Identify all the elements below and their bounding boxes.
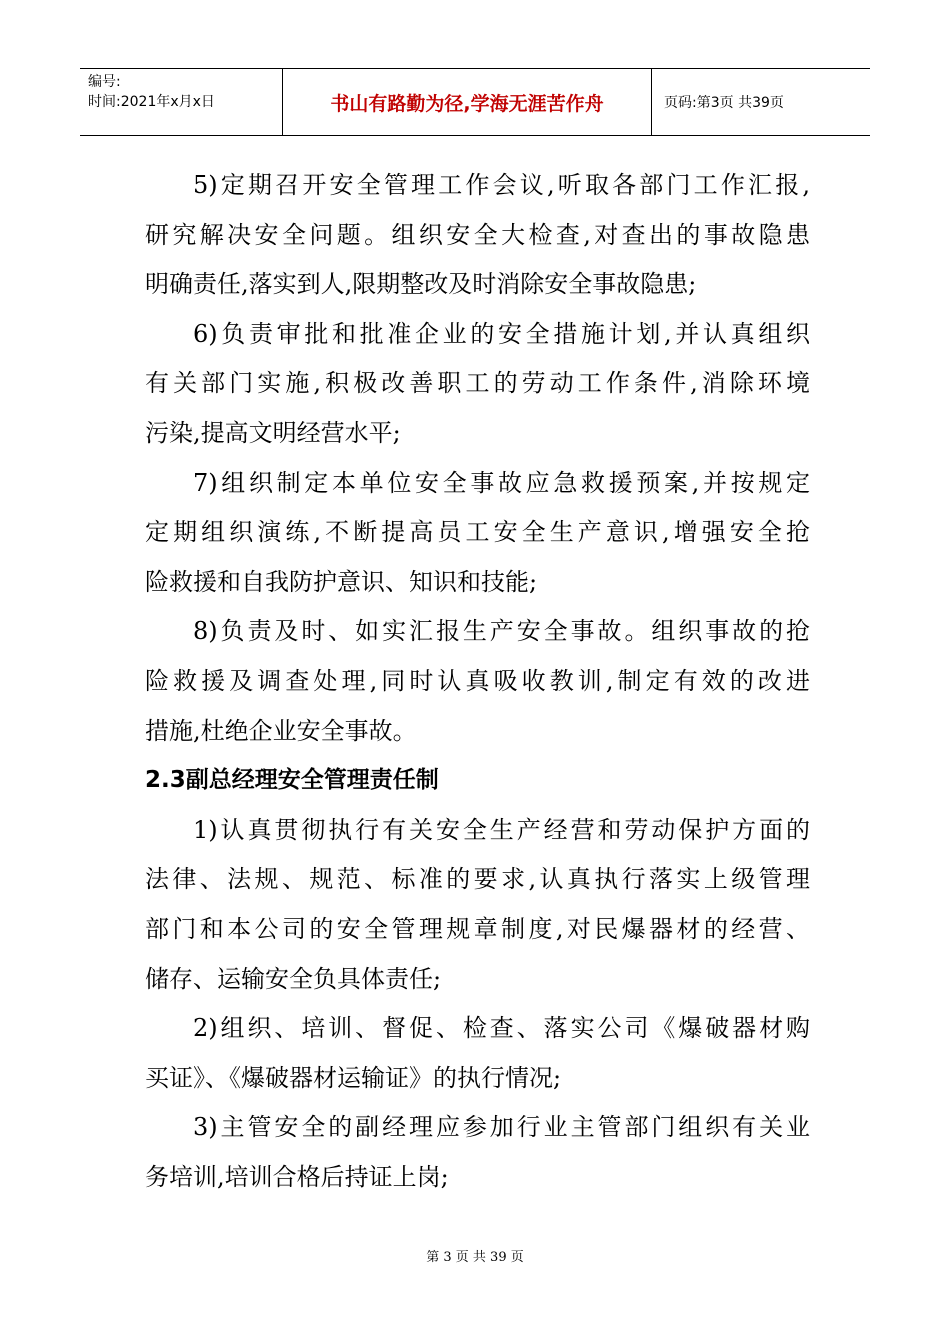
- paragraph-line: 5)定期召开安全管理工作会议,听取各部门工作汇报,: [193, 171, 810, 199]
- paragraph-line: 有关部门实施,积极改善职工的劳动工作条件,消除环境: [145, 369, 810, 398]
- paragraph-line: 措施,杜绝企业安全事故。: [145, 716, 417, 745]
- paragraph-line: 7)组织制定本单位安全事故应急救援预案,并按规定: [193, 468, 810, 497]
- document-time-label: 时间:2021年x月x日: [88, 94, 215, 110]
- header-meta: [80, 69, 283, 135]
- paragraph-line: 务培训,培训合格后持证上岗;: [145, 1162, 449, 1191]
- paragraph-line: 法律、法规、规范、标准的要求,认真执行落实上级管理: [145, 865, 810, 894]
- paragraph-line: 险救援及调查处理,同时认真吸收教训,制定有效的改进: [145, 666, 810, 695]
- paragraph-line: 定期组织演练,不断提高员工安全生产意识,增强安全抢: [145, 518, 810, 547]
- paragraph-line: 险救援和自我防护意识、知识和技能;: [145, 567, 538, 596]
- paragraph-line: 6)负责审批和批准企业的安全措施计划,并认真组织: [193, 319, 810, 348]
- paragraph-line: 2)组织、培训、督促、检查、落实公司《爆破器材购: [193, 1014, 810, 1043]
- paragraph-line: 研究解决安全问题。组织安全大检查,对查出的事故隐患: [145, 220, 810, 249]
- header-motto: 书山有路勤为径,学海无涯苦作舟: [283, 69, 652, 135]
- page-footer: 第 3 页 共 39 页: [426, 1250, 524, 1265]
- page-header: [80, 68, 870, 136]
- paragraph-line: 3)主管安全的副经理应参加行业主管部门组织有关业: [193, 1113, 810, 1142]
- paragraph-line: 买证》、《爆破器材运输证》的执行情况;: [145, 1063, 562, 1092]
- paragraph-line: 8)负责及时、如实汇报生产安全事故。组织事故的抢: [193, 617, 810, 646]
- paragraph-line: 明确责任,落实到人,限期整改及时消除安全事故隐患;: [145, 270, 697, 299]
- paragraph-line: 储存、运输安全负具体责任;: [145, 964, 442, 993]
- paragraph-line: 部门和本公司的安全管理规章制度,对民爆器材的经营、: [145, 914, 810, 943]
- paragraph-line: 污染,提高文明经营水平;: [145, 418, 401, 447]
- header-page-info: 页码:第3页 共39页: [664, 95, 784, 111]
- paragraph-line: 1)认真贯彻执行有关安全生产经营和劳动保护方面的: [193, 815, 810, 844]
- section-heading: 2.3副总经理安全管理责任制: [145, 767, 439, 794]
- document-body: [145, 161, 810, 1202]
- document-number-label: 编号:: [88, 74, 121, 90]
